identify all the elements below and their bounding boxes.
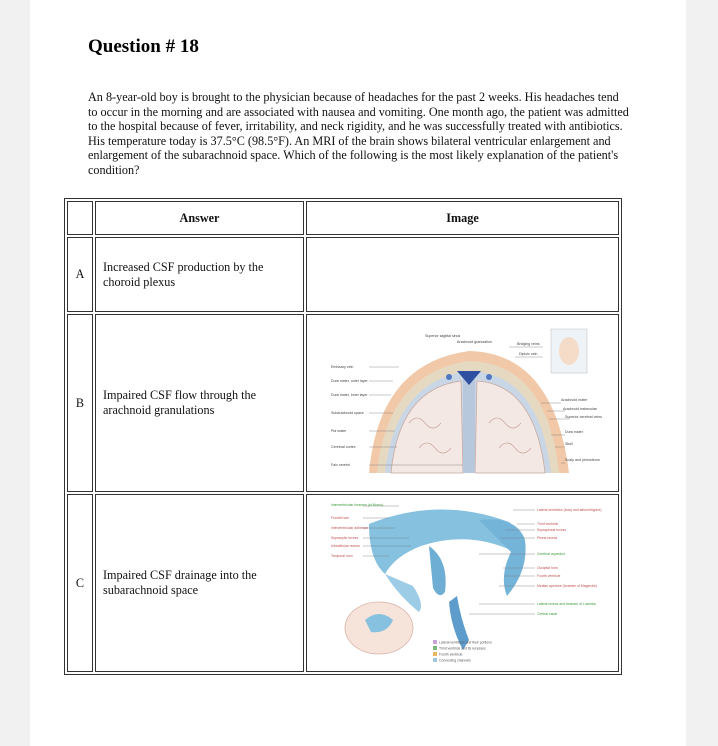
table-header-row xyxy=(67,201,619,235)
third-ventricle xyxy=(429,546,446,595)
legend-item: Fourth ventricle xyxy=(438,652,462,657)
label-falx-cerebri: Falx cerebri xyxy=(330,463,350,467)
label-frontal-horn: Frontal horn xyxy=(330,516,349,520)
label-arachnoid-trabeculae: Arachnoid trabeculae xyxy=(562,407,597,411)
label-scalp-periosteum: Scalp and periosteum xyxy=(564,458,600,462)
legend-item: Connecting channels xyxy=(438,658,471,663)
label-suprapineal-recess: Suprapineal recess xyxy=(536,528,566,532)
label-interventricular-foramen: Interventricular foramen (of Monro) xyxy=(330,503,383,507)
label-skull: Skull xyxy=(564,442,573,446)
option-letter: C xyxy=(67,494,93,672)
legend-item: Lateral ventricles and their portions xyxy=(438,640,492,645)
answer-table xyxy=(64,198,622,675)
option-text: Impaired CSF flow through the arachnoid granulations xyxy=(95,314,304,492)
label-arachnoid-granulation: Arachnoid granulation xyxy=(456,340,492,344)
label-dura-inner: Dura mater, inner layer xyxy=(330,393,368,397)
label-subarachnoid-space: Subarachnoid space xyxy=(330,411,364,415)
question-stem: An 8-year-old boy is brought to the physician because of headaches for the past 2 weeks. His headaches tend to occur in the morning and are associated with nausea and vomiting. One month ago, the patient was admitted to the hospital because of fever, irritability, and neck rigidity, and he was successfully treated with antibiotics. His temperature today is 37.5°C (98.5°F). An MRI of the brain shows bilateral ventricular enlargement and enlargement of the subarachnoid space. Which of the following is the most likely explanation of the patient's condition? xyxy=(88,90,629,177)
label-emissary-vein: Emissary vein xyxy=(330,365,353,369)
label-lateral-recess: Lateral recess and foramen of Luschka xyxy=(536,602,596,606)
label-bridging-veins: Bridging veins xyxy=(516,342,540,346)
label-cerebral-aqueduct: Cerebral aqueduct xyxy=(536,552,565,556)
label-lateral-ventricles: Lateral ventricles (body and atrium/trigone) xyxy=(536,508,601,512)
meninges-illustration-cell xyxy=(306,314,619,492)
option-letter: A xyxy=(67,237,93,312)
label-dura-outer: Dura mater, outer layer xyxy=(330,379,368,383)
legend-swatch xyxy=(433,646,437,650)
label-central-canal: Central canal xyxy=(536,612,557,616)
option-text: Impaired CSF drainage into the subarachnoid space xyxy=(95,494,304,672)
option-text: Increased CSF production by the choroid plexus xyxy=(95,237,304,312)
option-image-empty xyxy=(306,237,619,312)
label-superior-sagittal-sinus: Superior sagittal sinus xyxy=(424,334,460,338)
falx-cerebri xyxy=(463,379,475,473)
label-diploic-vein: Diploic vein xyxy=(518,352,537,356)
label-third-ventricle: Third ventricle xyxy=(536,522,558,526)
label-pia-mater: Pia mater xyxy=(330,429,346,433)
label-cerebral-cortex: Cerebral cortex xyxy=(330,445,356,449)
label-median-aperture: Median aperture (foramen of Magendie) xyxy=(536,584,597,588)
label-fourth-ventricle: Fourth ventricle xyxy=(536,574,560,578)
legend-swatch xyxy=(433,652,437,656)
label-infundibular-recess: Infundibular recess xyxy=(330,544,360,548)
ventricles-illustration-cell xyxy=(306,494,619,672)
option-letter: B xyxy=(67,314,93,492)
label-arachnoid-mater: Arachnoid mater xyxy=(560,398,587,402)
table-row xyxy=(67,314,619,492)
face-inset xyxy=(559,337,579,365)
legend-item: Third ventricle and its recesses xyxy=(438,646,486,651)
table-row xyxy=(67,237,619,312)
label-dura-mater: Dura mater xyxy=(564,430,583,434)
arachnoid-granulation xyxy=(486,374,492,380)
label-temporal-horn: Temporal horn xyxy=(330,554,353,558)
legend-swatch xyxy=(433,640,437,644)
label-superior-cerebral-veins: Superior cerebral veins xyxy=(564,415,602,419)
label-occipital-horn: Occipital horn xyxy=(536,566,558,570)
question-title: Question # 18 xyxy=(88,36,199,57)
legend xyxy=(433,640,492,663)
label-pineal-recess: Pineal recess xyxy=(536,536,557,540)
label-interventricular-adhesion: Interventricular adhesion xyxy=(330,526,368,530)
header-letter-cell xyxy=(67,201,93,235)
lateral-ventricle-body xyxy=(369,509,519,574)
table-row xyxy=(67,494,619,672)
header-answer: Answer xyxy=(95,201,304,235)
meninges-illustration xyxy=(329,323,602,483)
legend-swatch xyxy=(433,658,437,662)
arachnoid-granulation xyxy=(446,374,452,380)
ventricles-illustration xyxy=(329,500,601,666)
label-supraoptic-recess: Supraoptic recess xyxy=(330,536,358,540)
header-image: Image xyxy=(306,201,619,235)
